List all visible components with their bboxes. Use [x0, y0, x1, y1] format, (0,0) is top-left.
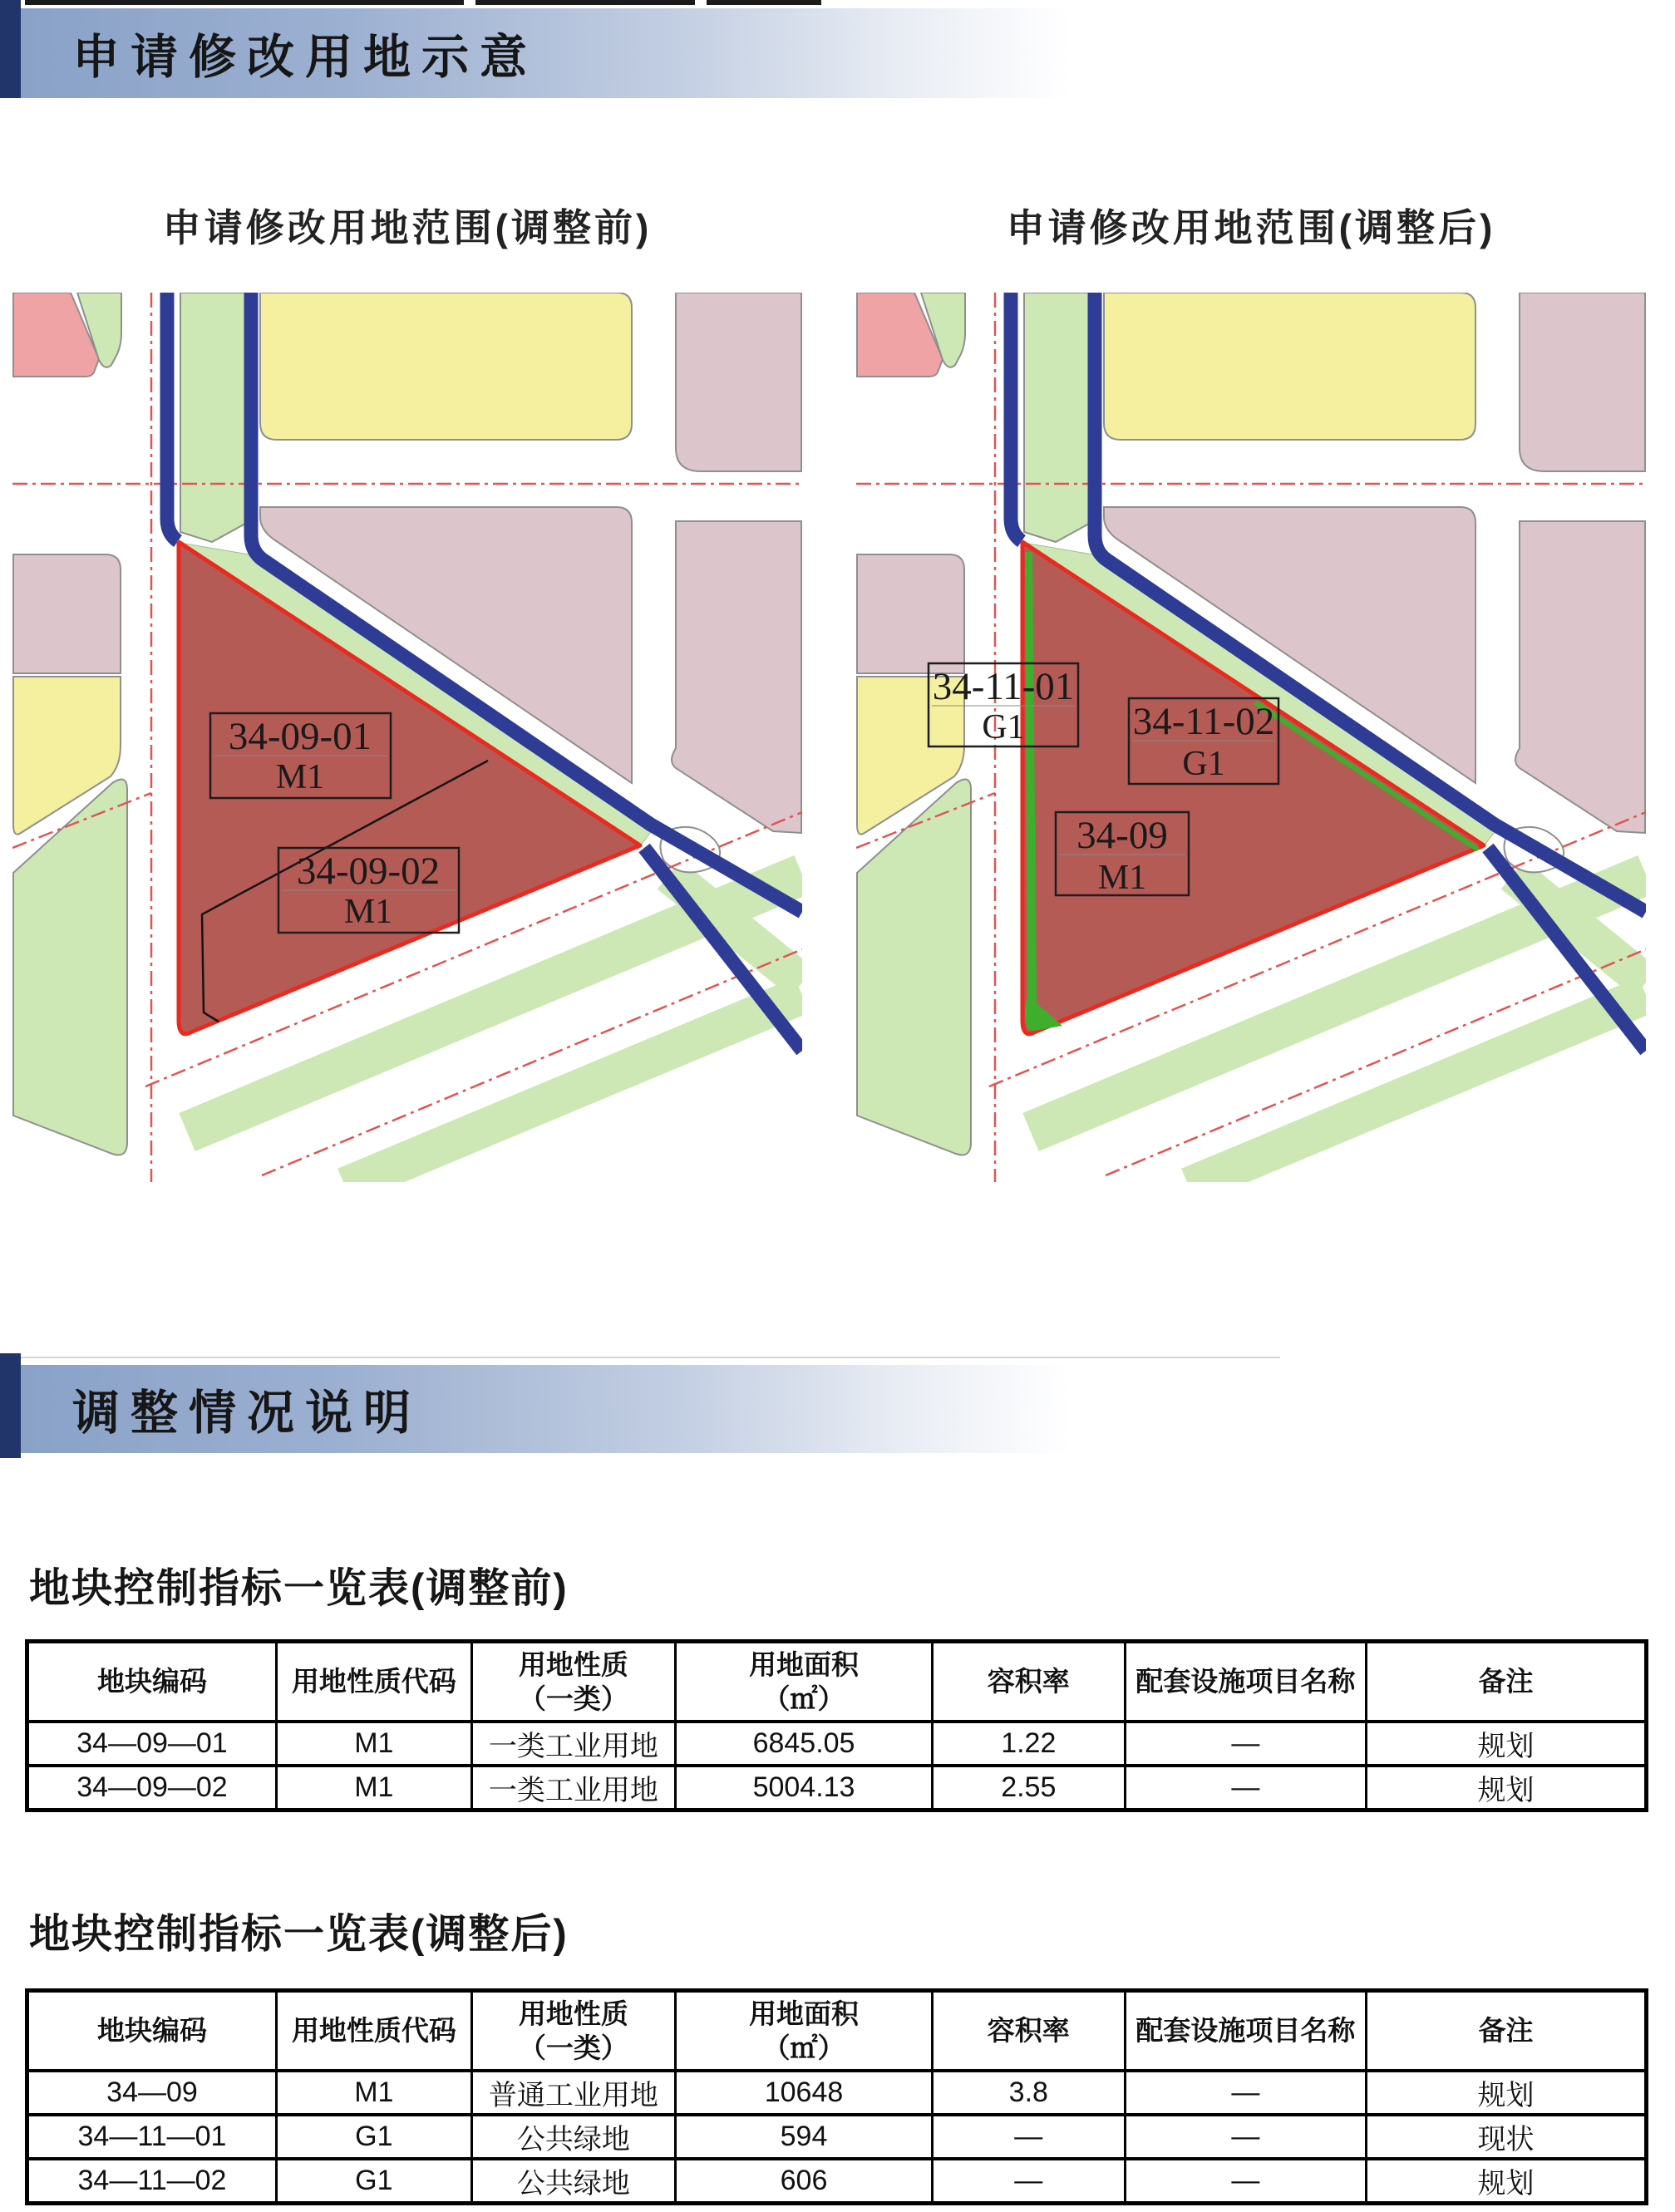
parcel-class-label: M1	[1097, 859, 1147, 897]
table-cell: 规划	[1366, 2159, 1646, 2204]
table-cell: —	[1125, 2159, 1366, 2204]
table-cell: 普通工业用地	[471, 2071, 675, 2115]
column-header: 备注	[1366, 1991, 1646, 2072]
table-cell: 34—09	[27, 2071, 277, 2115]
table-cell: —	[1125, 2115, 1366, 2159]
table-header-row	[27, 1642, 1647, 1722]
table-cell: M1	[276, 1722, 471, 1766]
parcel-class-label: G1	[1182, 745, 1225, 783]
table-cell: 34—09—01	[27, 1722, 277, 1766]
column-header: 用地性质 （一类）	[471, 1991, 675, 2072]
table-cell: 10648	[676, 2071, 933, 2115]
parcel-code-label: 34-11-01	[932, 665, 1075, 708]
map-after-title: 申请修改用地范围(调整后)	[1006, 206, 1496, 249]
table-header-row	[27, 1991, 1647, 2072]
table-cell: M1	[276, 2071, 471, 2115]
table-row	[27, 2071, 1647, 2115]
table-cell: 规划	[1366, 1766, 1646, 1810]
table-cell: 5004.13	[676, 1766, 933, 1810]
map-after-panel	[856, 293, 1646, 1182]
map-before-panel	[12, 293, 802, 1182]
table-after-title: 地块控制指标一览表(调整后)	[29, 1912, 569, 1957]
column-header: 配套设施项目名称	[1125, 1991, 1366, 2072]
section-banner-title: 调整情况说明	[72, 1387, 421, 1440]
table-before-title: 地块控制指标一览表(调整前)	[29, 1566, 569, 1611]
column-header: 用地面积 （㎡）	[676, 1642, 933, 1722]
table-cell: 现状	[1366, 2115, 1646, 2159]
column-header: 用地性质代码	[276, 1642, 471, 1722]
table-cell: 2.55	[932, 1766, 1125, 1810]
map-before-title: 申请修改用地范围(调整前)	[162, 206, 653, 249]
table-row	[27, 1766, 1647, 1810]
parcel-class-label: M1	[343, 893, 393, 931]
parcel-code-label: 34-09	[1076, 814, 1168, 857]
table-cell: M1	[276, 1766, 471, 1810]
indicator-table-after	[25, 1988, 1648, 2205]
table-row	[27, 1722, 1647, 1766]
table-cell: —	[1125, 1722, 1366, 1766]
top-banner	[21, 8, 1658, 98]
column-header: 配套设施项目名称	[1125, 1642, 1366, 1722]
table-cell: 3.8	[932, 2071, 1125, 2115]
scan-line-fragment	[707, 0, 821, 5]
table-cell: 规划	[1366, 2071, 1646, 2115]
top-banner-title: 申请修改用地示意	[72, 31, 538, 84]
table-cell: 公共绿地	[471, 2159, 675, 2204]
table-row	[27, 2159, 1647, 2204]
banner-left-bar	[0, 1353, 21, 1458]
table-cell: 一类工业用地	[471, 1722, 675, 1766]
column-header: 容积率	[932, 1642, 1125, 1722]
table-cell: —	[932, 2115, 1125, 2159]
table-cell: 606	[676, 2159, 933, 2204]
column-header: 用地面积 （㎡）	[676, 1991, 933, 2072]
column-header: 地块编码	[27, 1991, 277, 2072]
table-cell: 34—11—02	[27, 2159, 277, 2204]
indicator-table-before	[25, 1639, 1648, 1812]
table-cell: —	[1125, 2071, 1366, 2115]
table-cell: 1.22	[932, 1722, 1125, 1766]
table-cell: 34—09—02	[27, 1766, 277, 1810]
banner-left-bar	[0, 0, 21, 98]
table-cell: 一类工业用地	[471, 1766, 675, 1810]
table-cell: 规划	[1366, 1722, 1646, 1766]
scan-line-fragment	[25, 0, 464, 5]
table-cell: —	[932, 2159, 1125, 2204]
scan-line-fragment	[475, 0, 695, 5]
parcel-code-label: 34-11-02	[1132, 700, 1275, 743]
parcel-class-label: G1	[982, 708, 1025, 746]
parcel-code-label: 34-09-02	[296, 850, 441, 893]
scan-hairline	[21, 1357, 1280, 1358]
column-header: 用地性质 （一类）	[471, 1642, 675, 1722]
table-cell: G1	[276, 2159, 471, 2204]
column-header: 用地性质代码	[276, 1991, 471, 2072]
parcel-class-label: M1	[275, 758, 325, 796]
table-cell: —	[1125, 1766, 1366, 1810]
map-before-figure	[12, 293, 802, 1182]
table-cell: 34—11—01	[27, 2115, 277, 2159]
column-header: 地块编码	[27, 1642, 277, 1722]
table-cell: 6845.05	[676, 1722, 933, 1766]
section-banner	[21, 1365, 1658, 1453]
table-cell: 公共绿地	[471, 2115, 675, 2159]
map-after-figure	[856, 293, 1646, 1182]
column-header: 容积率	[932, 1991, 1125, 2072]
table-cell: G1	[276, 2115, 471, 2159]
column-header: 备注	[1366, 1642, 1646, 1722]
table-cell: 594	[676, 2115, 933, 2159]
parcel-code-label: 34-09-01	[228, 715, 372, 758]
table-row	[27, 2115, 1647, 2159]
